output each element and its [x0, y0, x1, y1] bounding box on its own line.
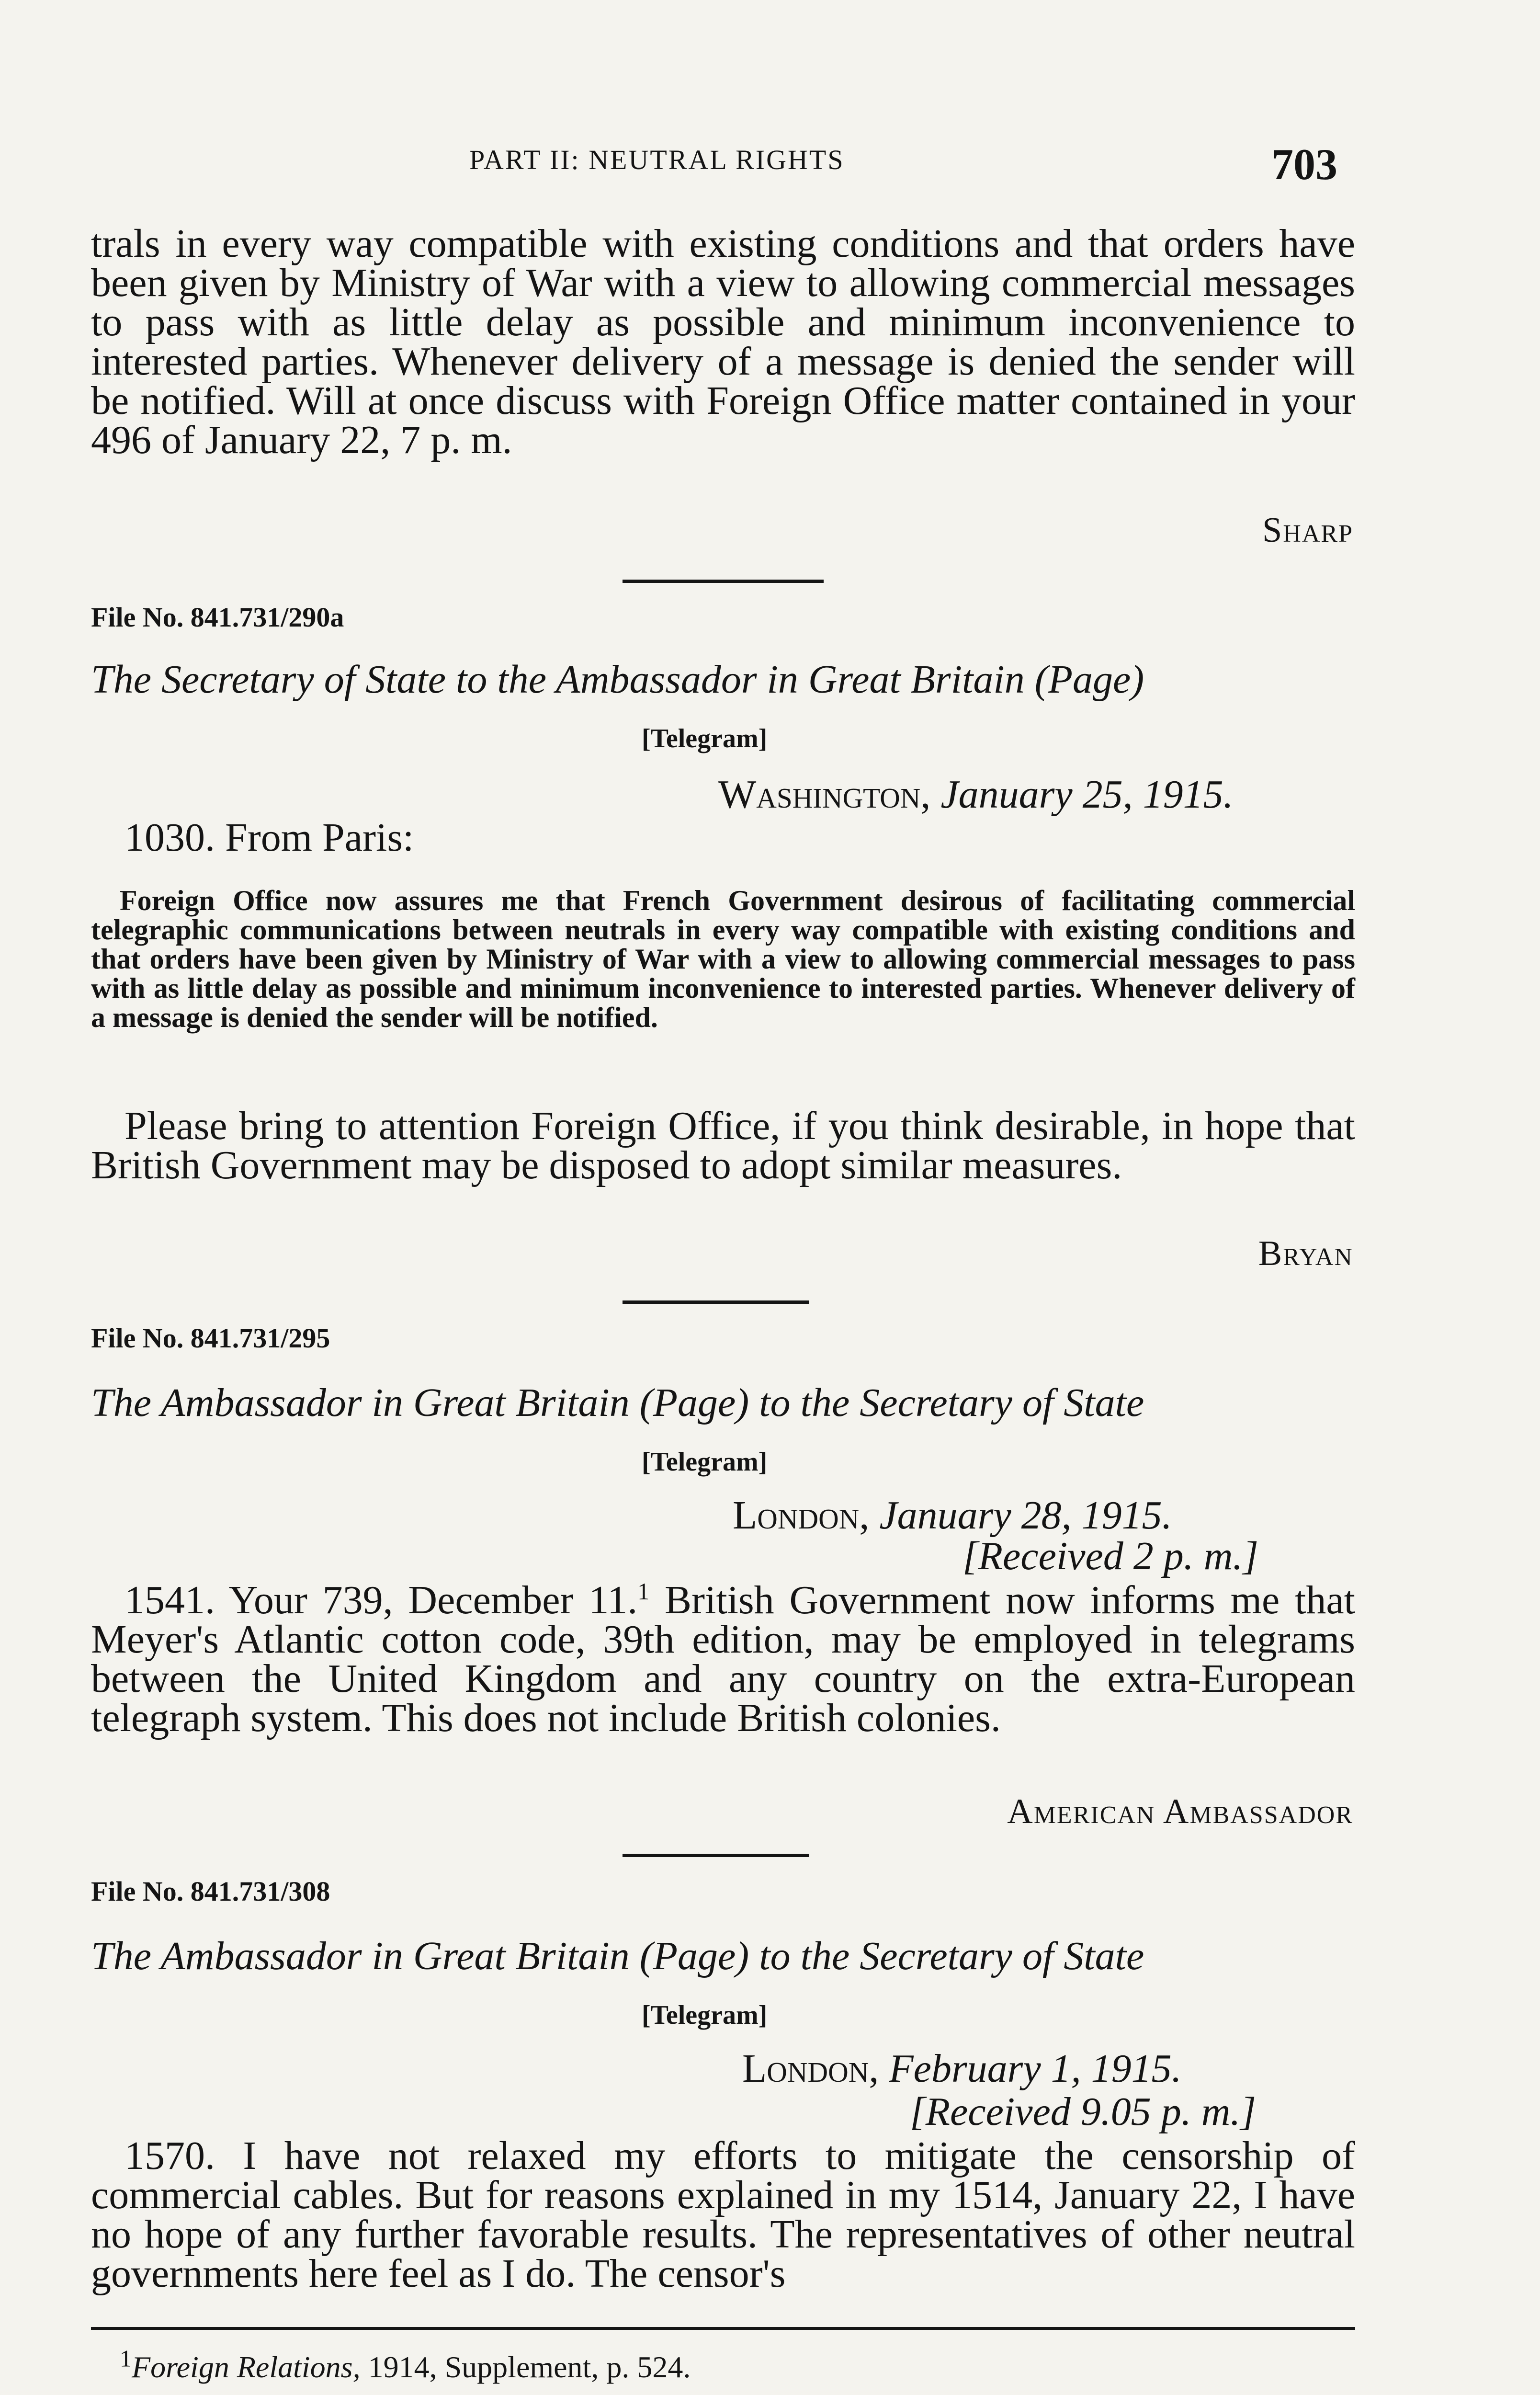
dateline [733, 1492, 1172, 1539]
file-number: File No. 841.731/290a [91, 602, 344, 633]
file-number: File No. 841.731/308 [91, 1876, 330, 1907]
section-divider [623, 580, 824, 583]
message-intro: 1030. From Paris: [125, 815, 414, 860]
received-time: [Received 2 p. m.] [962, 1534, 1259, 1578]
footnote-rule [91, 2327, 1355, 2330]
footnote-marker: 1 [120, 2345, 132, 2372]
received-time: [Received 9.05 p. m.] [910, 2089, 1257, 2134]
body-start: 1541. Your 739, December 11. [125, 1578, 638, 1622]
dateline [718, 771, 1234, 818]
telegram-label: [Telegram] [642, 724, 768, 753]
running-header: PART II: NEUTRAL RIGHTS [469, 144, 845, 175]
signature-american-ambassador: American Ambassador [1007, 1792, 1353, 1831]
dateline-date: January 25, 1915. [940, 772, 1234, 817]
body-paragraph: Please bring to attention Foreign Office, if you think desirable, in hope that British Government may be disposed to adopt similar measures. [91, 1104, 1355, 1187]
signature-bryan: Bryan [1258, 1234, 1353, 1273]
section-divider [623, 1854, 809, 1857]
dateline-place: Washington, [718, 772, 931, 817]
continuation-paragraph: trals in every way compatible with existing conditions and that orders have been given by Ministry of War with a view to allowing commercial messages to pass with as little delay as possible and minimum inconvenience to interested parties. Whenever delivery of a message is denied the sender will be notified. Will at once discuss with Foreign Office matter contained in your 496 of January 22, 7 p. m. [91, 221, 1355, 462]
telegram-label: [Telegram] [642, 1447, 768, 1477]
quoted-message: Foreign Office now assures me that French Government desirous of facilitating commercial telegraphic communications between neutrals in every way compatible with existing conditions and that orders have been given by Ministry of War with a view to allowing commercial messages to pass with as little delay as possible and minimum inconvenience to interested parties. Whenever delivery of a message is denied the sender will be notified. [91, 885, 1355, 1033]
body-rest: British Government now informs me that Meyer's Atlantic cotton code, 39th edition, may be employed in telegrams between the United Kingdom and any country on the extra-European telegraph system. This does not include British colonies. [91, 1578, 1355, 1740]
file-number: File No. 841.731/295 [91, 1323, 330, 1354]
signature-sharp: Sharp [1262, 511, 1353, 550]
dateline-date: February 1, 1915. [889, 2046, 1182, 2091]
document-heading: The Ambassador in Great Britain (Page) to the Secretary of State [91, 1934, 1144, 1978]
telegram-label: [Telegram] [642, 2000, 768, 2030]
dateline-place: London, [733, 1493, 870, 1538]
document-heading: The Secretary of State to the Ambassador in Great Britain (Page) [91, 657, 1144, 702]
document-heading: The Ambassador in Great Britain (Page) to the Secretary of State [91, 1380, 1144, 1425]
section-divider [623, 1300, 809, 1304]
dateline-place: London, [742, 2046, 879, 2091]
footnote-text: 1914, Supplement, p. 524. [360, 2350, 691, 2384]
footnote-title: Foreign Relations, [132, 2350, 361, 2384]
body-paragraph: 1570. I have not relaxed my efforts to mitigate the censorship of commercial cables. But for reasons explained in my 1514, January 22, I have no hope of any further favorable results. The representatives of other neutral governments here feel as I do. The censor's [91, 2133, 1355, 2296]
dateline-date: January 28, 1915. [879, 1493, 1172, 1538]
footnote-reference: 1 [637, 1578, 650, 1605]
body-paragraph [91, 1578, 1355, 1740]
dateline [742, 2045, 1182, 2092]
page-number: 703 [1271, 140, 1337, 189]
footnote [120, 2345, 691, 2385]
